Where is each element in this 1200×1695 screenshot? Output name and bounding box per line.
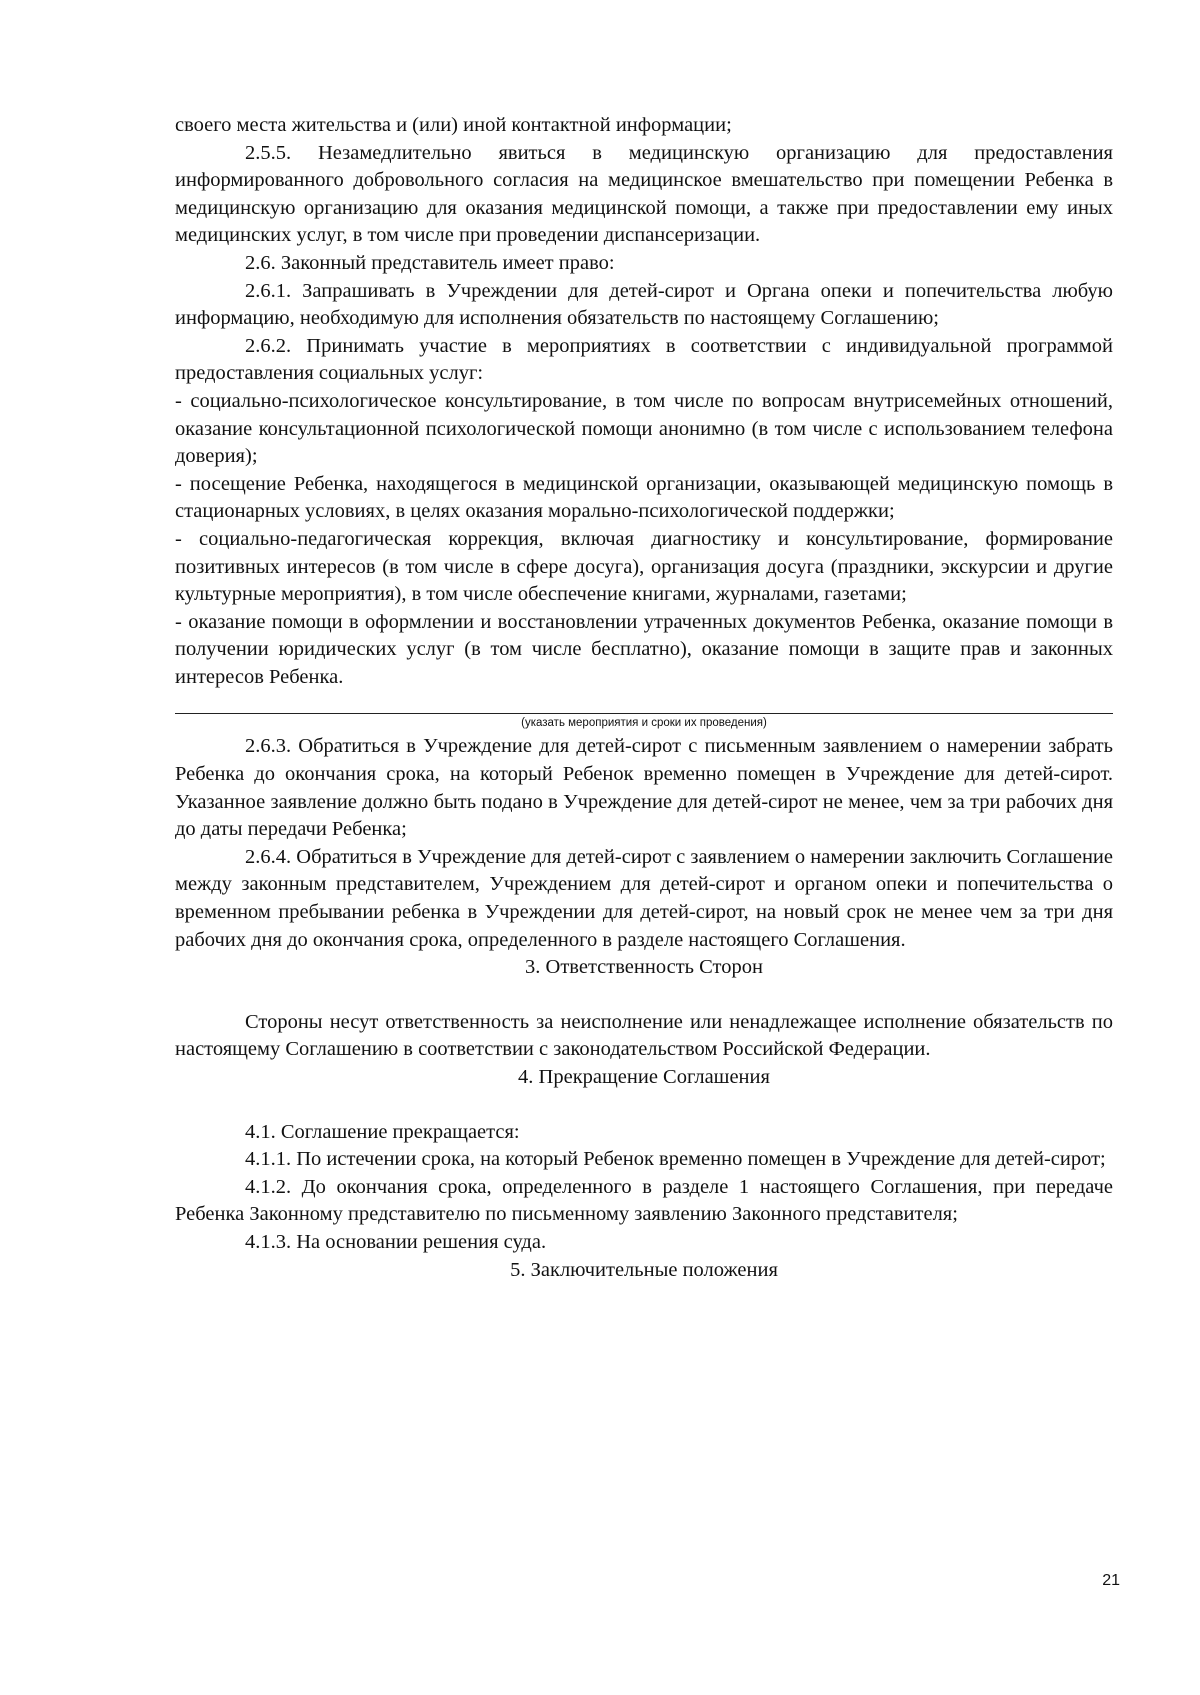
horizontal-rule: [175, 713, 1113, 714]
spacer: [175, 1092, 1113, 1119]
paragraph-4-1-1: 4.1.1. По истечении срока, на который Ребенок временно помещен в Учреждение для детей-сирот;: [245, 1148, 1106, 1171]
page-number: 21: [1102, 1572, 1120, 1589]
paragraph-2-6-3: 2.6.3. Обратиться в Учреждение для детей-сирот с письменным заявлением о намерении забрать Ребенка до окончания срока, на который Ребенок временно помещен в Учреждение для детей-сирот. Указанное заявление должно быть подано в Учреждение для детей-сирот не менее, чем за три рабочих дня до даты передачи Ребенка;: [175, 735, 1113, 841]
spacer: [175, 982, 1113, 1009]
fill-in-line: [175, 713, 1113, 730]
paragraph-2-6-1: 2.6.1. Запрашивать в Учреждении для детей-сирот и Органа опеки и попечительства любую информацию, необходимую для исполнения обязательств по настоящему Соглашению;: [175, 279, 1113, 330]
section-3-text: Стороны несут ответственность за неисполнение или ненадлежащее исполнение обязательств по настоящему Соглашению в соответствии с законодательством Российской Федерации.: [175, 1010, 1113, 1061]
paragraph-2-6: 2.6. Законный представитель имеет право:: [245, 251, 615, 274]
list-item-documents: - оказание помощи в оформлении и восстановлении утраченных документов Ребенка, оказание помощи в получении юридических услуг (в том числе бесплатно), оказание помощи в защите прав и законных интересов Ребенка.: [175, 610, 1113, 688]
list-item-psychological: - социально-психологическое консультирование, в том числе по вопросам внутрисемейных отношений, оказание консультационной психологической помощи анонимно (в том числе с использованием телефона доверия);: [175, 389, 1113, 468]
rule-caption: (указать мероприятия и сроки их проведения): [521, 717, 767, 730]
paragraph-4-1-3: 4.1.3. На основании решения суда.: [245, 1230, 547, 1253]
section-3-heading: 3. Ответственность Сторон: [525, 956, 763, 979]
paragraph-4-1: 4.1. Соглашение прекращается:: [245, 1120, 520, 1143]
section-4-heading: 4. Прекращение Соглашения: [518, 1066, 770, 1088]
list-item-pedagogical: - социально-педагогическая коррекция, включая диагностику и консультирование, формирование позитивных интересов (в том числе в сфере досуга), организация досуга (праздники, экскурсии и другие культурные мероприятия), в том числе обеспечение книгами, журналами, газетами;: [175, 527, 1113, 606]
paragraph-contact-info: своего места жительства и (или) иной контактной информации;: [175, 114, 732, 136]
list-item-visit: - посещение Ребенка, находящегося в медицинской организации, оказывающей медицинскую помощь в стационарных условиях, в целях оказания морально-психологической поддержки;: [175, 472, 1113, 523]
paragraph-4-1-2: 4.1.2. До окончания срока, определенного в разделе 1 настоящего Соглашения, при передаче Ребенка Законному представителю по письменному заявлению Законного представителя;: [175, 1175, 1113, 1226]
paragraph-2-5-5: 2.5.5. Незамедлительно явиться в медицинскую организацию для предоставления информированного добровольного согласия на медицинское вмешательство при помещении Ребенка в медицинскую организацию для оказания медицинской помощи, а также при предоставлении ему иных медицинских услуг, в том числе при проведении диспансеризации.: [175, 141, 1113, 247]
section-5-heading: 5. Заключительные положения: [510, 1258, 778, 1281]
paragraph-2-6-4: 2.6.4. Обратиться в Учреждение для детей-сирот с заявлением о намерении заключить Соглашение между законным представителем, Учреждением для детей-сирот и органом опеки и попечительства о временном пребывании ребенка в Учреждении для детей-сирот, на новый срок не менее чем за три дня рабочих дня до окончания срока, определенного в разделе настоящего Соглашения.: [175, 845, 1113, 951]
document-page: [175, 112, 1113, 1284]
paragraph-2-6-2: 2.6.2. Принимать участие в мероприятиях в соответствии с индивидуальной программой предоставления социальных услуг:: [175, 334, 1113, 385]
